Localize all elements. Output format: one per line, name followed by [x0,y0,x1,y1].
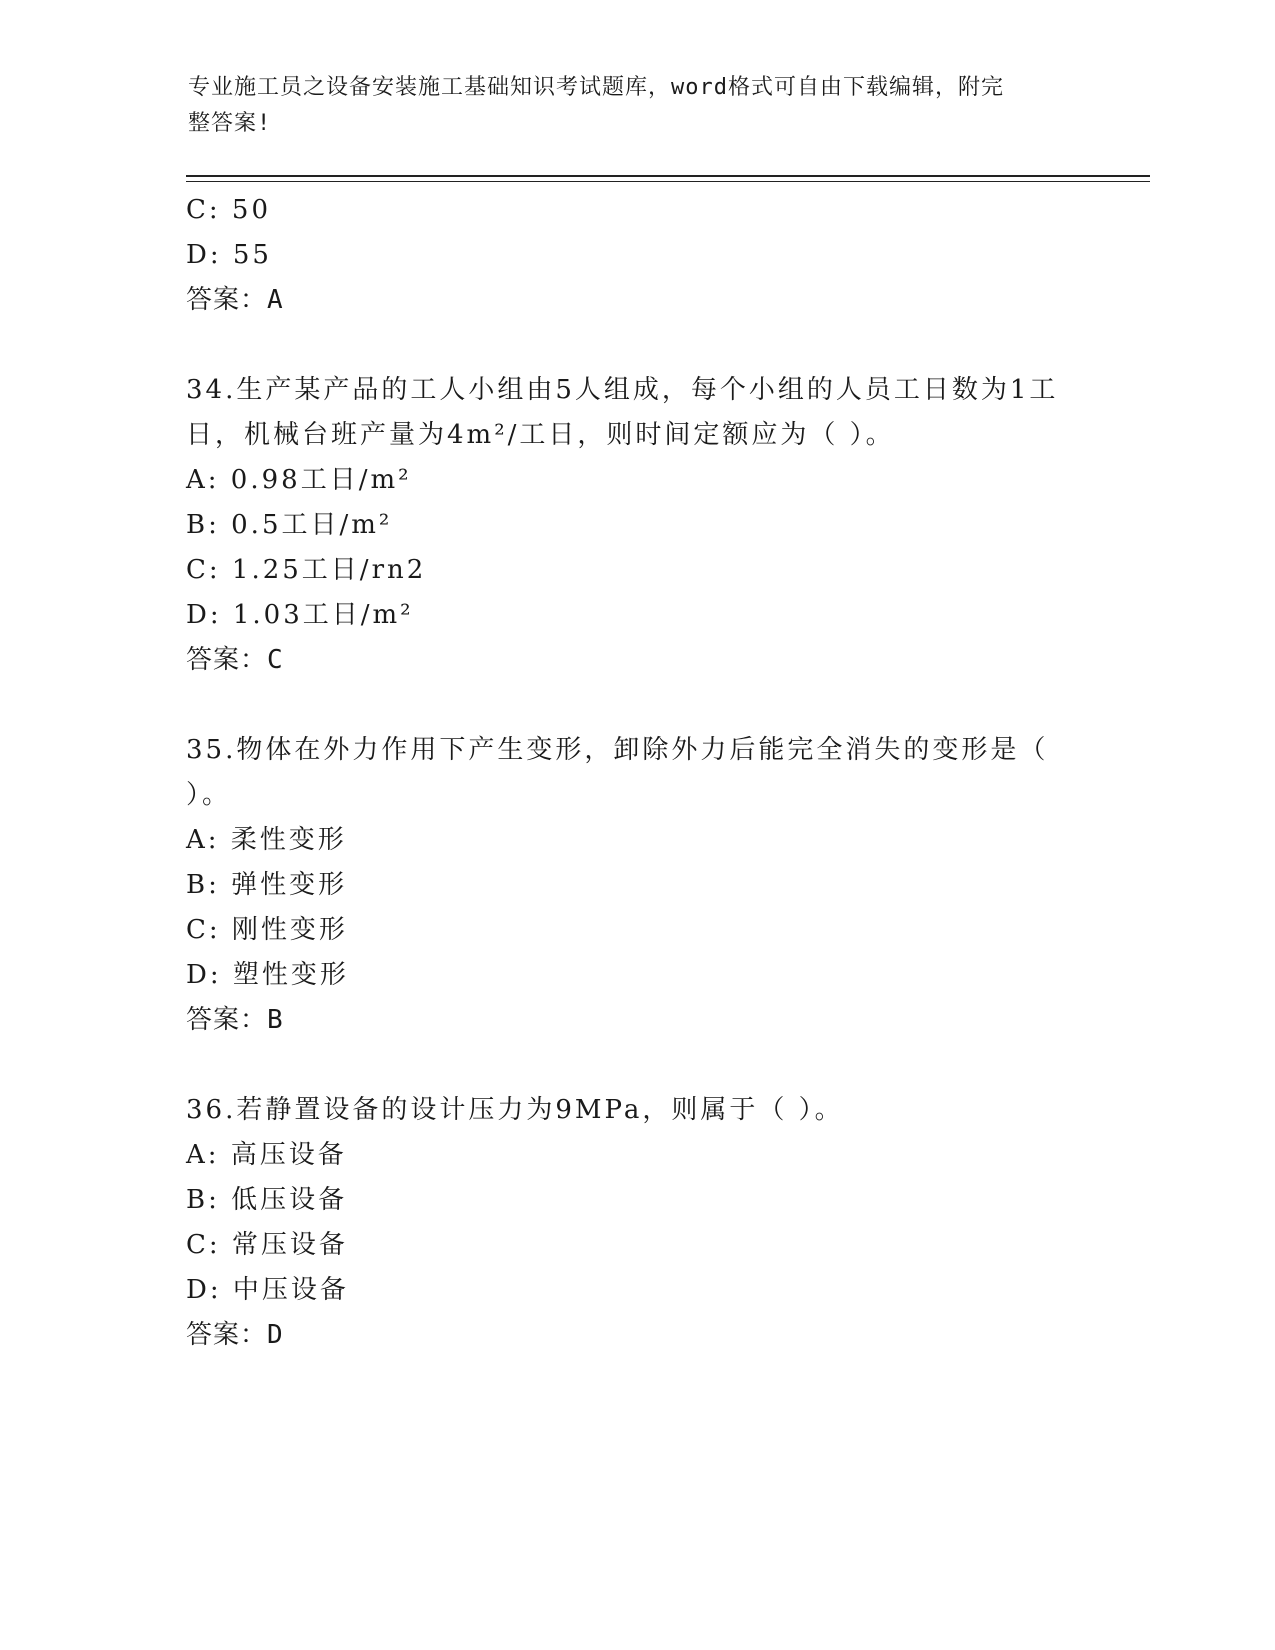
question-36-stem-line-1: 36.若静置设备的设计压力为9MPa，则属于（ ）。 [186,1095,844,1125]
question-35-option-b: B: 弹性变形 [186,870,348,900]
question-34-option-a: A: 0.98工日/m² [186,465,412,495]
question-34-option-d: D: 1.03工日/m² [186,600,414,630]
question-34-option-b: B: 0.5工日/m² [186,510,393,540]
question-36-option-a: A: 高压设备 [186,1140,347,1170]
question-35-stem-line-1: 35.物体在外力作用下产生变形，卸除外力后能完全消失的变形是（ [186,735,1049,765]
answer-line: 答案：A [186,285,284,315]
question-35-stem-line-2: ）。 [186,780,232,810]
header-rule-thin [186,181,1150,182]
question-34-stem-line-1: 34.生产某产品的工人小组由5人组成，每个小组的人员工日数为1工 [186,375,1059,405]
header-line-2: 整答案! [188,111,272,136]
option-c: C: 50 [186,195,272,225]
header-line-1: 专业施工员之设备安装施工基础知识考试题库，word格式可自由下载编辑，附完 [188,75,1004,100]
document-header [188,70,1088,142]
question-34-answer: 答案：C [186,645,284,675]
option-d: D: 55 [186,240,272,270]
question-35-answer: 答案：B [186,1005,284,1035]
header-rule-thick [186,175,1150,177]
question-36-option-b: B: 低压设备 [186,1185,348,1215]
question-35-option-c: C: 刚性变形 [186,915,348,945]
question-34-option-c: C: 1.25工日/rn2 [186,555,427,585]
question-36-option-d: D: 中压设备 [186,1275,349,1305]
question-36-answer: 答案：D [186,1320,284,1350]
question-36-option-c: C: 常压设备 [186,1230,348,1260]
question-35-option-a: A: 柔性变形 [186,825,347,855]
question-34-stem-line-2: 日，机械台班产量为4m²/工日，则时间定额应为（ ）。 [186,420,895,450]
question-35-option-d: D: 塑性变形 [186,960,349,990]
